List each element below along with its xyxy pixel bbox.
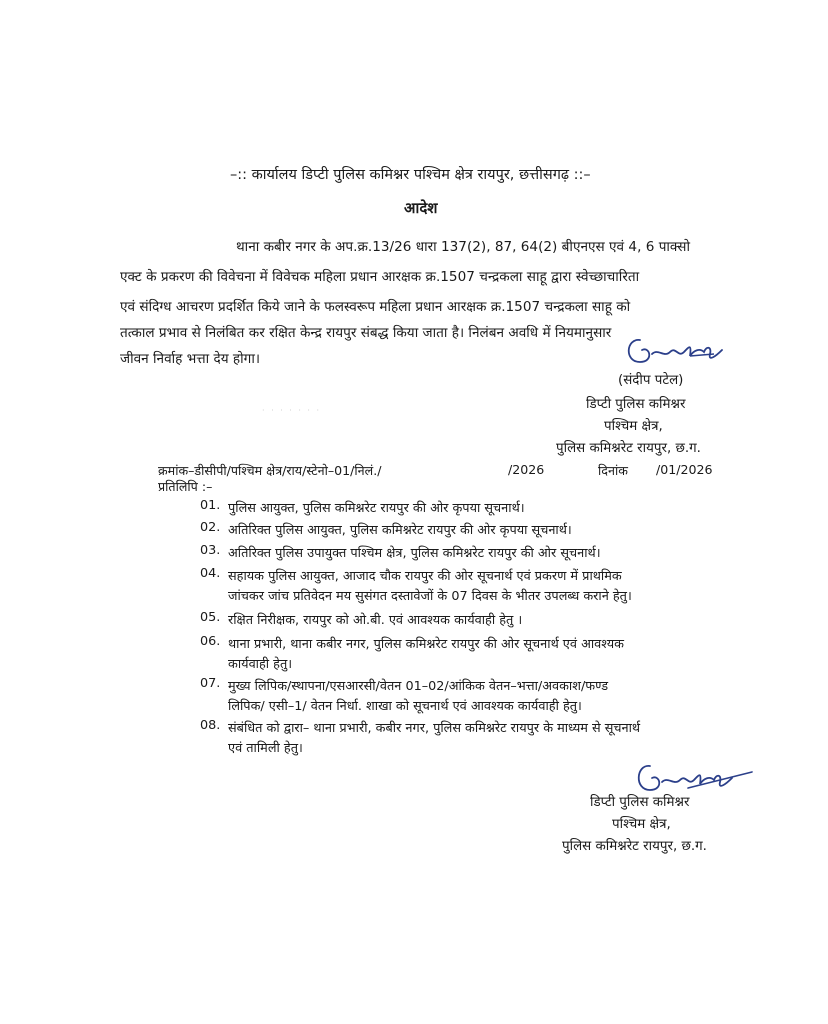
order-body-line: एक्ट के प्रकरण की विवेचना में विवेचक महिला प्रधान आरक्षक क्र.1507 चन्द्रकला साहू द्वारा स्वेच्छाचारिता [120, 269, 640, 285]
copy-item-number: 03. [200, 543, 221, 558]
copy-item-text: लिपिक/ एसी–1/ वेतन निर्धा. शाखा को सूचनार्थ एवं आवश्यक कार्यवाही हेतु। [228, 699, 582, 714]
copy-item-text: मुख्य लिपिक/स्थापना/एसआरसी/वेतन 01–02/आंकिक वेतन–भत्ता/अवकाश/फण्ड [228, 679, 609, 694]
office-title: –:: कार्यालय डिप्टी पुलिस कमिश्नर पश्चिम क्षेत्र रायपुर, छत्तीसगढ़ ::– [230, 167, 591, 183]
signatory-designation: डिप्टी पुलिस कमिश्नर [590, 795, 690, 810]
date-label: दिनांक [598, 463, 628, 478]
copy-item-text: अतिरिक्त पुलिस आयुक्त, पुलिस कमिश्नरेट रायपुर की ओर कृपया सूचनार्थ। [228, 523, 572, 538]
copy-item-text: अतिरिक्त पुलिस उपायुक्त पश्चिम क्षेत्र, पुलिस कमिश्नरेट रायपुर की ओर सूचनार्थ। [228, 546, 601, 561]
copy-item-text: रक्षित निरीक्षक, रायपुर को ओ.बी. एवं आवश्यक कार्यवाही हेतु । [228, 613, 523, 628]
signatory-office: पुलिस कमिश्नरेट रायपुर, छ.ग. [556, 441, 701, 456]
copy-item-number: 08. [200, 718, 221, 733]
copy-item-number: 04. [200, 566, 221, 581]
copy-item-number: 01. [200, 498, 221, 513]
faint-mark: · · · · · · · [262, 406, 322, 415]
order-body-line: तत्काल प्रभाव से निलंबित कर रक्षित केन्द्र रायपुर संबद्ध किया जाता है। निलंबन अवधि में नियमानुसार [120, 325, 612, 341]
copy-item-text: कार्यवाही हेतु। [228, 657, 293, 672]
signatory-area: पश्चिम क्षेत्र, [612, 817, 671, 832]
signatory-office: पुलिस कमिश्नरेट रायपुर, छ.ग. [562, 839, 707, 854]
signature-scribble [620, 332, 730, 374]
copy-item-number: 05. [200, 610, 221, 625]
copy-item-text: संबंधित को द्वारा– थाना प्रभारी, कबीर नगर, पुलिस कमिश्नरेट रायपुर के माध्यम से सूचनार्थ [228, 721, 641, 736]
signatory-name: (संदीप पटेल) [618, 373, 684, 388]
copy-item-text: थाना प्रभारी, थाना कबीर नगर, पुलिस कमिश्नरेट रायपुर की ओर सूचनार्थ एवं आवश्यक [228, 637, 624, 652]
copy-label: प्रतिलिपि :– [158, 479, 213, 494]
reference-year: /2026 [508, 462, 545, 477]
copy-item-text: जांचकर जांच प्रतिवेदन मय सुसंगत दस्तावेजों के 07 दिवस के भीतर उपलब्ध कराने हेतु। [228, 589, 632, 604]
reference-number: क्रमांक–डीसीपी/पश्चिम क्षेत्र/राय/स्टेनो–01/निलं./ [158, 463, 382, 478]
order-body-line: जीवन निर्वाह भत्ता देय होगा। [120, 351, 260, 367]
copy-item-text: एवं तामिली हेतु। [228, 741, 303, 756]
order-body-line: एवं संदिग्ध आचरण प्रदर्शित किये जाने के फलस्वरूप महिला प्रधान आरक्षक क्र.1507 चन्द्रकला साहू को [120, 299, 631, 315]
order-title: आदेश [404, 199, 438, 217]
signatory-area: पश्चिम क्षेत्र, [604, 419, 663, 434]
copy-item-number: 06. [200, 634, 221, 649]
copy-item-number: 02. [200, 520, 221, 535]
signatory-designation: डिप्टी पुलिस कमिश्नर [586, 397, 686, 412]
copy-item-number: 07. [200, 676, 221, 691]
copy-item-text: सहायक पुलिस आयुक्त, आजाद चौक रायपुर की ओर सूचनार्थ एवं प्रकरण में प्राथमिक [228, 569, 622, 584]
order-body-line: थाना कबीर नगर के अप.क्र.13/26 धारा 137(2), 87, 64(2) बीएनएस एवं 4, 6 पाक्सो [236, 239, 690, 255]
date-value: /01/2026 [656, 462, 713, 477]
copy-item-text: पुलिस आयुक्त, पुलिस कमिश्नरेट रायपुर की ओर कृपया सूचनार्थ। [228, 501, 525, 516]
